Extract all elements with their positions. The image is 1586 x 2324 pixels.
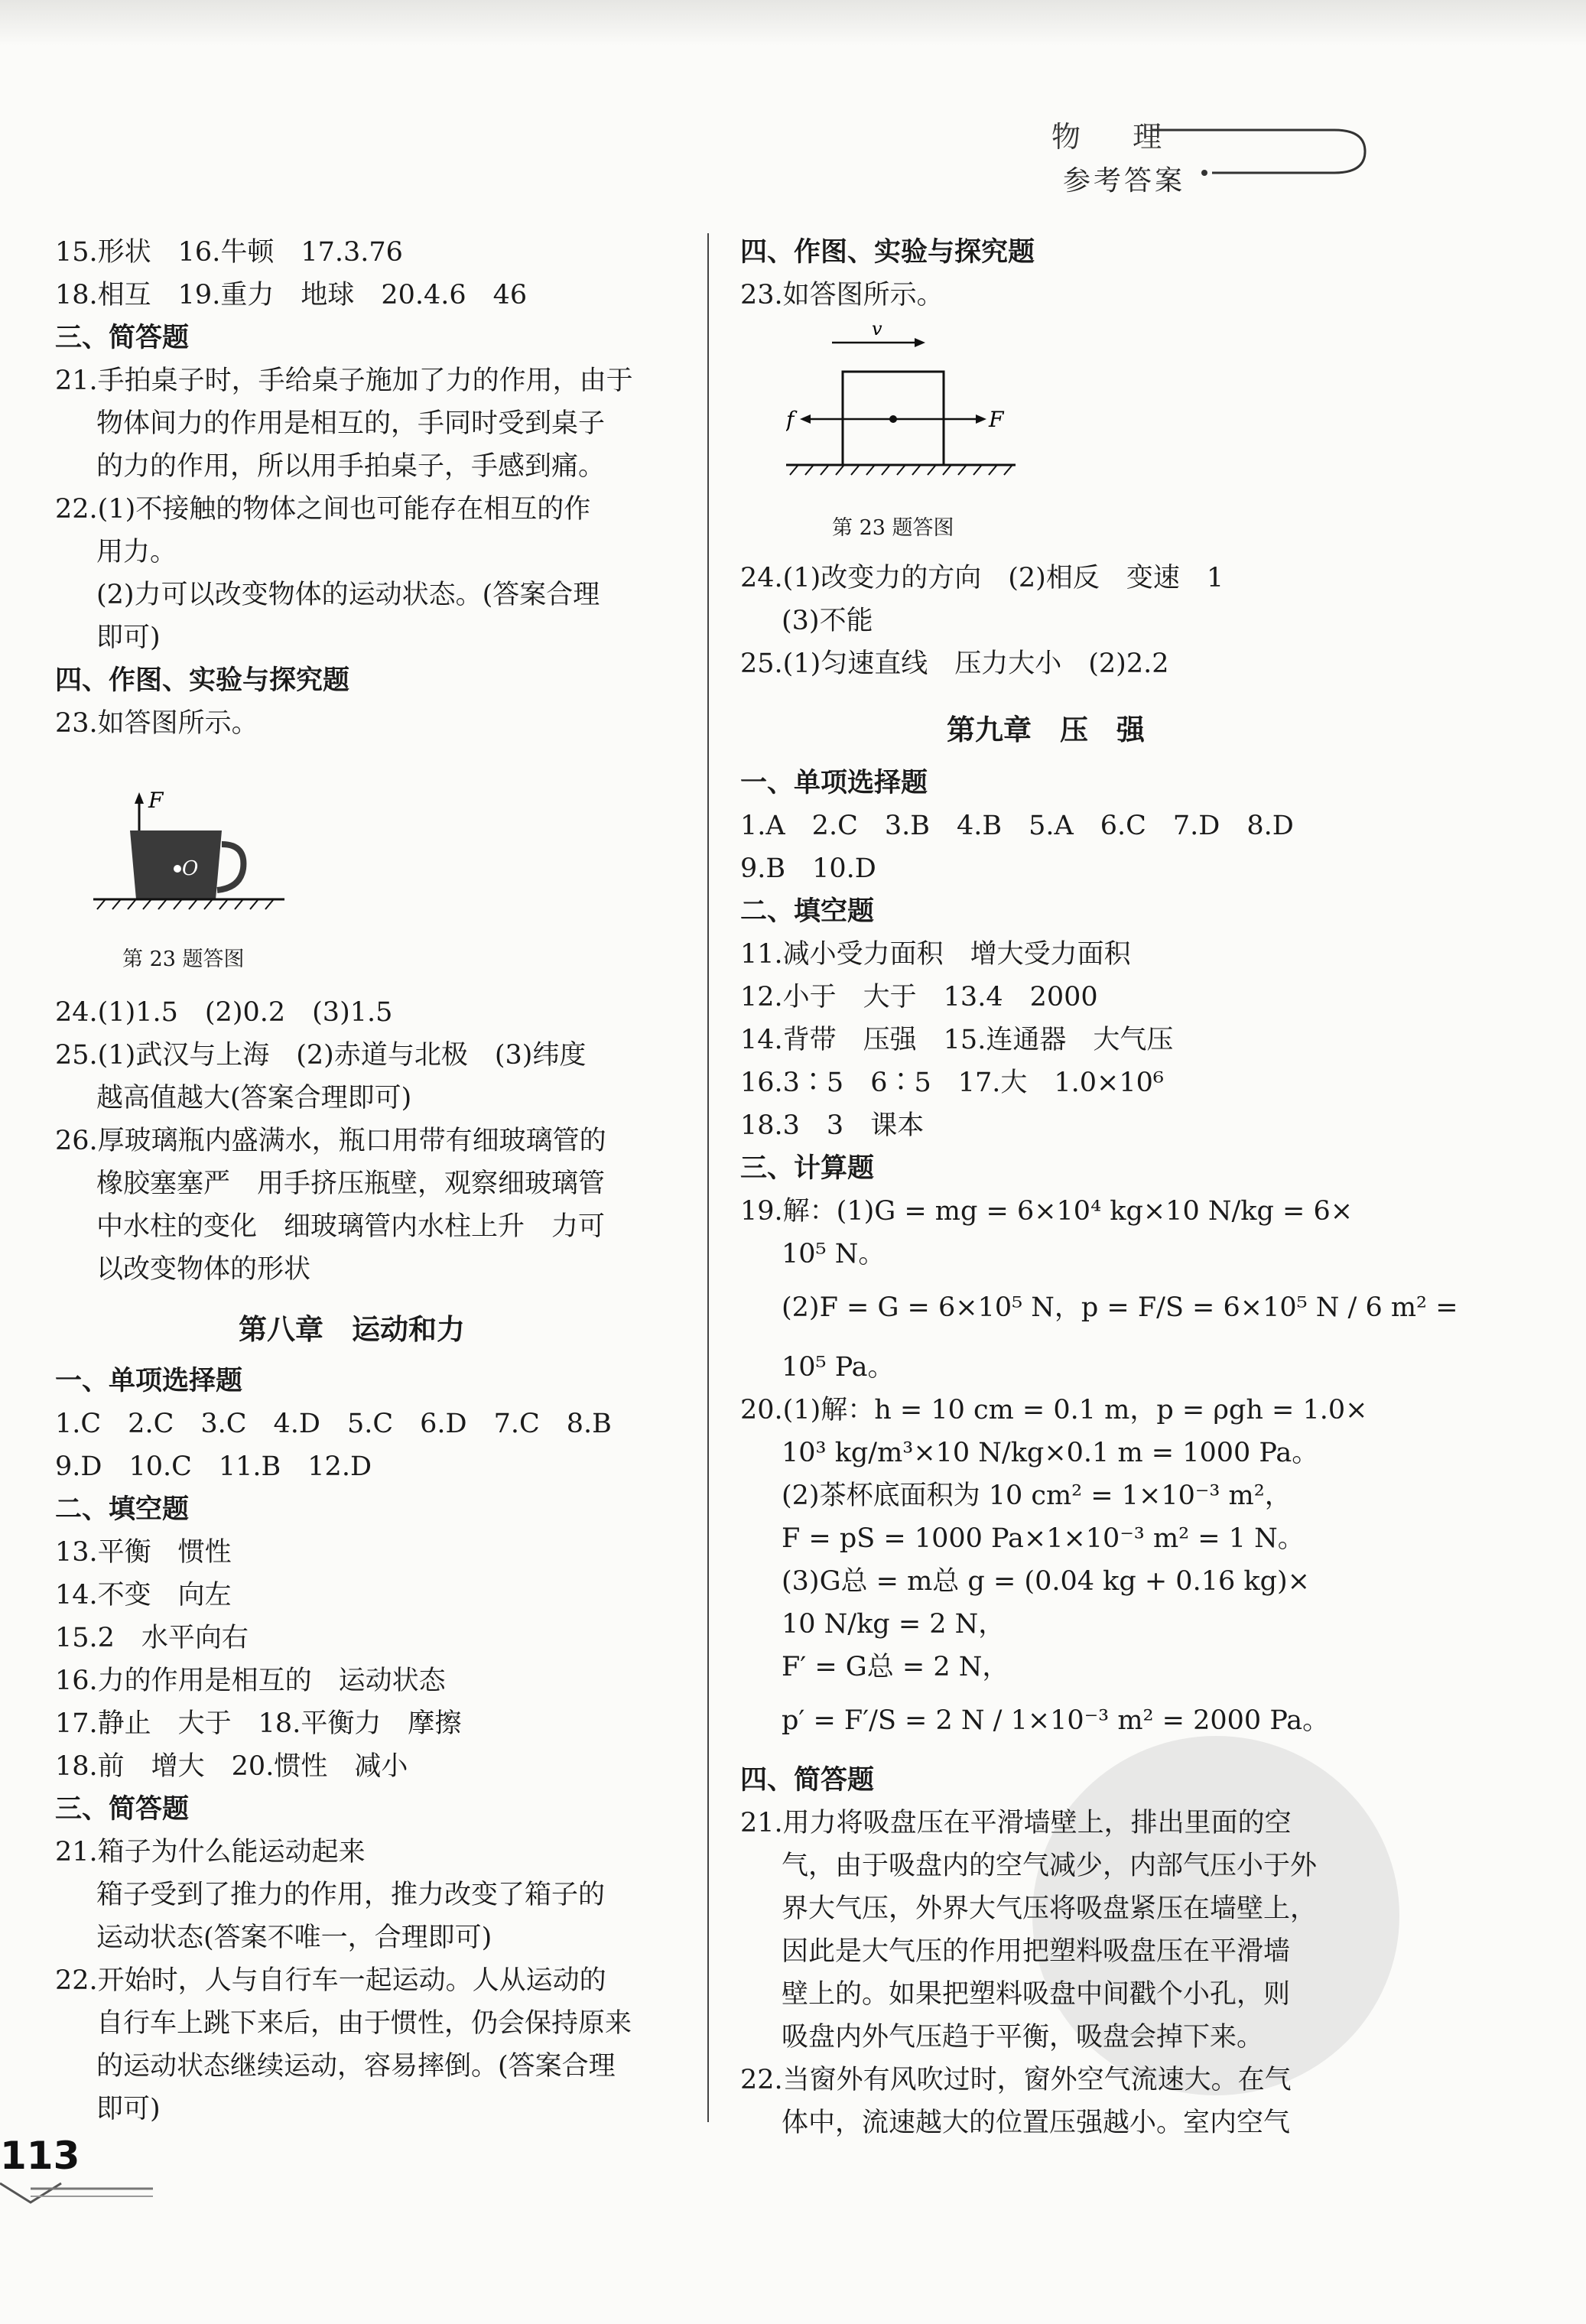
- figure-caption: 第 23 题答图: [832, 516, 954, 540]
- header-subject: 物 理: [1051, 120, 1184, 154]
- answer-line: 15.2 水平向右: [55, 1623, 249, 1653]
- answer-line: 10⁵ N。: [782, 1239, 886, 1269]
- answer-line: 22.当窗外有风吹过时，窗外空气流速大。在气: [740, 2065, 1292, 2095]
- answer-line: 10⁵ Pa。: [782, 1352, 895, 1383]
- answer-line: 18.前 增大 20.惯性 减小: [55, 1751, 408, 1782]
- answer-line: 自行车上跳下来后，由于惯性，仍会保持原来: [96, 2008, 632, 2039]
- answer-line: 1.A 2.C 3.B 4.B 5.A 6.C 7.D 8.D: [740, 811, 1294, 841]
- answer-line: 物体间力的作用是相互的，手同时受到桌子: [96, 408, 606, 439]
- figure-caption: 第 23 题答图: [122, 947, 245, 971]
- section-heading: 三、简答题: [55, 323, 190, 353]
- header-bracket-decoration: [1151, 121, 1373, 190]
- scan-shadow: [0, 0, 1586, 46]
- answer-line: 24.(1)1.5 (2)0.2 (3)1.5: [55, 997, 393, 1028]
- answer-line: 界大气压，外界大气压将吸盘紧压在墙壁上，: [782, 1893, 1318, 1924]
- answer-line: F = pS = 1000 Pa×1×10⁻³ m² = 1 N。: [782, 1523, 1305, 1554]
- answer-line: (2)力可以改变物体的运动状态。(答案合理: [96, 580, 600, 610]
- answer-line: 21.用力将吸盘压在平滑墙壁上，排出里面的空: [740, 1808, 1292, 1838]
- answer-line: 12.小于 大于 13.4 2000: [740, 982, 1098, 1012]
- answer-line: 18.3 3 课本: [740, 1110, 925, 1141]
- center-label-O: O: [182, 857, 199, 880]
- answer-line: 1.C 2.C 3.C 4.D 5.C 6.D 7.C 8.B: [55, 1409, 612, 1439]
- answer-line: 22.(1)不接触的物体之间也可能存在相互的作: [55, 494, 591, 525]
- answer-line: 因此是大气压的作用把塑料吸盘压在平滑墙: [782, 1936, 1291, 1967]
- cup-force-diagram: [93, 746, 338, 930]
- section-heading: 二、填空题: [55, 1494, 190, 1525]
- block-force-diagram: [786, 320, 1046, 496]
- force-label-F: F: [989, 407, 1004, 432]
- section-heading: 三、简答题: [55, 1794, 190, 1825]
- section-heading: 四、作图、实验与探究题: [55, 665, 350, 696]
- answer-line: (2)茶杯底面积为 10 cm² = 1×10⁻³ m²，: [782, 1481, 1292, 1511]
- answer-line: 9.D 10.C 11.B 12.D: [55, 1451, 372, 1482]
- answer-line: 即可): [96, 2094, 161, 2124]
- answer-line: 19.解：(1)G = mg = 6×10⁴ kg×10 N/kg = 6×: [740, 1196, 1354, 1227]
- answer-line: 越高值越大(答案合理即可): [96, 1083, 412, 1113]
- answer-line: 箱子受到了推力的作用，推力改变了箱子的: [96, 1880, 606, 1910]
- answer-line: 的力的作用，所以用手拍桌子，手感到痛。: [96, 451, 606, 482]
- answer-line: 11.减小受力面积 增大受力面积: [740, 939, 1131, 970]
- answer-line: 21.箱子为什么能运动起来: [55, 1837, 366, 1867]
- answer-line: 16.3∶5 6∶5 17.大 1.0×10⁶: [740, 1068, 1164, 1098]
- answer-line: 10³ kg/m³×10 N/kg×0.1 m = 1000 Pa。: [782, 1438, 1319, 1468]
- answer-line: 24.(1)改变力的方向 (2)相反 变速 1: [740, 563, 1224, 593]
- velocity-label-v: v: [872, 320, 882, 340]
- answer-line: 以改变物体的形状: [96, 1254, 311, 1285]
- answer-line: 15.形状 16.牛顿 17.3.76: [55, 237, 403, 268]
- answer-line: 25.(1)匀速直线 压力大小 (2)2.2: [740, 648, 1169, 679]
- footer-chevron-decoration: [0, 2179, 168, 2210]
- answer-line: 吸盘内外气压趋于平衡，吸盘会掉下来。: [782, 2022, 1264, 2053]
- answer-line: 20.(1)解：h = 10 cm = 0.1 m，p = ρgh = 1.0×: [740, 1395, 1368, 1425]
- answer-line: F′ = G总 = 2 N，: [782, 1652, 1009, 1682]
- column-divider: [707, 233, 709, 2122]
- answer-line: 14.背带 压强 15.连通器 大气压: [740, 1025, 1174, 1055]
- answer-line: 14.不变 向左: [55, 1580, 232, 1611]
- answer-line: 25.(1)武汉与上海 (2)赤道与北极 (3)纬度: [55, 1040, 587, 1071]
- answer-line: 26.厚玻璃瓶内盛满水，瓶口用带有细玻璃管的: [55, 1126, 606, 1156]
- answer-line: 16.力的作用是相互的 运动状态: [55, 1666, 446, 1696]
- answer-line: 即可): [96, 622, 161, 653]
- page-number: 113: [0, 2134, 80, 2178]
- answer-line: 9.B 10.D: [740, 853, 876, 884]
- section-heading: 四、作图、实验与探究题: [740, 237, 1035, 268]
- answer-line: 壁上的。如果把塑料吸盘中间戳个小孔，则: [782, 1979, 1291, 2010]
- answer-line: 22.开始时，人与自行车一起运动。人从运动的: [55, 1965, 606, 1996]
- chapter-8-title: 第八章 运动和力: [239, 1313, 465, 1346]
- answer-line: (3)G总 = m总 g = (0.04 kg + 0.16 kg)×: [782, 1566, 1310, 1597]
- answer-line: 中水柱的变化 细玻璃管内水柱上升 力可: [96, 1211, 606, 1242]
- answer-line: 的运动状态继续运动，容易摔倒。(答案合理: [96, 2051, 616, 2082]
- answer-line: 17.静止 大于 18.平衡力 摩擦: [55, 1708, 462, 1739]
- answer-line: (3)不能: [782, 606, 873, 636]
- answer-line: 21.手拍桌子时，手给桌子施加了力的作用，由于: [55, 366, 633, 396]
- friction-label-f: f: [786, 407, 795, 432]
- answer-line: 18.相互 19.重力 地球 20.4.6 46: [55, 280, 528, 310]
- force-label-F: F: [148, 788, 164, 813]
- header-answer-label: 参考答案: [1063, 165, 1186, 197]
- answer-line: 23.如答图所示。: [740, 280, 944, 310]
- section-heading: 三、计算题: [740, 1153, 875, 1184]
- answer-line: p′ = F′/S = 2 N / 1×10⁻³ m² = 2000 Pa。: [782, 1705, 1330, 1736]
- section-heading: 一、单项选择题: [55, 1366, 243, 1396]
- answer-line: 10 N/kg = 2 N，: [782, 1609, 1006, 1640]
- answer-line: 用力。: [96, 537, 177, 567]
- section-heading: 二、填空题: [740, 896, 875, 927]
- section-heading: 四、简答题: [740, 1765, 875, 1796]
- answer-line: 体中，流速越大的位置压强越小。室内空气: [782, 2108, 1291, 2138]
- answer-line: 13.平衡 惯性: [55, 1537, 232, 1568]
- chapter-9-title: 第九章 压 强: [947, 713, 1145, 746]
- answer-line: 运动状态(答案不唯一，合理即可): [96, 1923, 492, 1953]
- answer-line: 23.如答图所示。: [55, 708, 258, 739]
- section-heading: 一、单项选择题: [740, 768, 928, 798]
- answer-line: 气，由于吸盘内的空气减少，内部气压小于外: [782, 1851, 1318, 1881]
- answer-line: 橡胶塞塞严 用手挤压瓶壁，观察细玻璃管: [96, 1169, 606, 1199]
- answer-line: (2)F = G = 6×10⁵ N，p = F/S = 6×10⁵ N / 6 m² =: [782, 1292, 1458, 1323]
